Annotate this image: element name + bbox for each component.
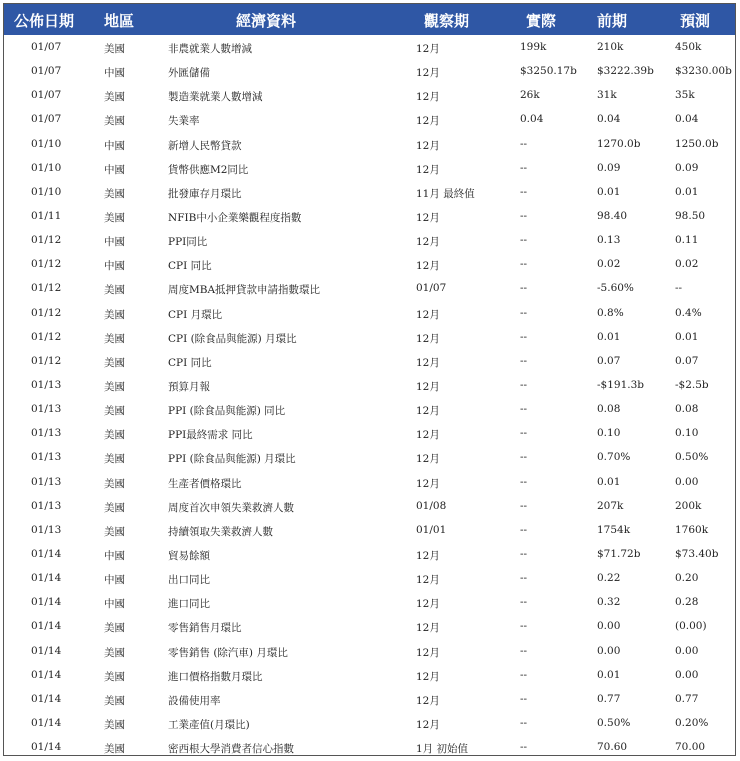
forecast-cell: 0.77 [675, 692, 699, 705]
actual-cell: -- [520, 547, 528, 560]
region-cell: 中國 [104, 163, 125, 176]
table-row [4, 107, 735, 131]
date-cell: 01/10 [31, 137, 62, 150]
previous-cell: 0.10 [597, 427, 621, 440]
header-forecast: 預測 [680, 12, 711, 30]
period-cell: 12月 [416, 477, 440, 490]
forecast-cell: 1250.0b [675, 137, 719, 150]
previous-cell: 1270.0b [597, 137, 641, 150]
date-cell: 01/11 [31, 209, 62, 222]
table-row [4, 156, 735, 180]
date-cell: 01/07 [31, 65, 62, 78]
table-row [4, 711, 735, 735]
actual-cell: $3250.17b [520, 65, 577, 78]
actual-cell: -- [520, 161, 528, 174]
date-cell: 01/12 [31, 234, 62, 247]
table-row [4, 494, 735, 518]
actual-cell: -- [520, 644, 528, 657]
indicator-cell: 外匯儲備 [168, 67, 210, 80]
actual-cell: -- [520, 475, 528, 488]
date-cell: 01/14 [31, 644, 62, 657]
date-cell: 01/10 [31, 185, 62, 198]
previous-cell: 0.77 [597, 692, 621, 705]
table-row [4, 276, 735, 300]
actual-cell: -- [520, 354, 528, 367]
table-row [4, 470, 735, 494]
table-row [4, 373, 735, 397]
actual-cell: -- [520, 523, 528, 536]
period-cell: 12月 [416, 115, 440, 128]
indicator-cell: 出口同比 [168, 574, 210, 587]
previous-cell: 0.50% [597, 716, 631, 729]
previous-cell: 0.01 [597, 330, 621, 343]
indicator-cell: 進口同比 [168, 598, 210, 611]
date-cell: 01/14 [31, 668, 62, 681]
forecast-cell: $73.40b [675, 547, 719, 560]
date-cell: 01/14 [31, 596, 62, 609]
region-cell: 美國 [104, 43, 125, 55]
indicator-cell: CPI (除食品與能源) 月環比 [168, 332, 297, 345]
actual-cell: -- [520, 668, 528, 681]
previous-cell: 0.00 [597, 644, 621, 657]
indicator-cell: 密西根大學消費者信心指數 [168, 743, 294, 756]
region-cell: 美國 [104, 694, 125, 707]
indicator-cell: 零售銷售 (除汽車) 月環比 [168, 646, 288, 659]
forecast-cell: 0.50% [675, 451, 709, 464]
forecast-cell: 1760k [675, 523, 709, 536]
table-row [4, 35, 735, 59]
table-row [4, 59, 735, 83]
forecast-cell: 200k [675, 499, 702, 512]
period-cell: 12月 [416, 574, 440, 587]
actual-cell: 0.04 [520, 113, 544, 126]
indicator-cell: NFIB中小企業樂觀程度指數 [168, 211, 302, 224]
table-row [4, 735, 735, 756]
previous-cell: 0.01 [597, 475, 621, 488]
indicator-cell: PPI (除食品與能源) 同比 [168, 405, 286, 418]
region-cell: 美國 [104, 718, 125, 731]
forecast-cell: 0.20% [675, 716, 709, 729]
actual-cell: -- [520, 620, 528, 633]
indicator-cell: CPI 同比 [168, 356, 212, 369]
region-cell: 美國 [104, 380, 125, 393]
region-cell: 美國 [104, 453, 125, 466]
actual-cell: -- [520, 427, 528, 440]
region-cell: 美國 [104, 91, 125, 104]
forecast-cell: $3230.00b [675, 65, 732, 78]
period-cell: 12月 [416, 139, 440, 152]
forecast-cell: 0.20 [675, 572, 699, 585]
region-cell: 中國 [104, 67, 125, 80]
period-cell: 12月 [416, 694, 440, 707]
date-cell: 01/14 [31, 716, 62, 729]
table-row [4, 204, 735, 228]
table-row [4, 614, 735, 638]
previous-cell: 0.04 [597, 113, 621, 126]
date-cell: 01/13 [31, 427, 62, 440]
period-cell: 12月 [416, 598, 440, 611]
forecast-cell: 0.11 [675, 234, 699, 247]
region-cell: 中國 [104, 549, 125, 562]
date-cell: 01/13 [31, 378, 62, 391]
table-row [4, 132, 735, 156]
previous-cell: $71.72b [597, 547, 641, 560]
table-row [4, 325, 735, 349]
previous-cell: 0.08 [597, 403, 621, 416]
forecast-cell: 0.00 [675, 644, 699, 657]
forecast-cell: 0.01 [675, 185, 699, 198]
actual-cell: -- [520, 572, 528, 585]
actual-cell: -- [520, 209, 528, 222]
previous-cell: 70.60 [597, 741, 628, 754]
date-cell: 01/13 [31, 475, 62, 488]
period-cell: 12月 [416, 211, 440, 224]
previous-cell: 31k [597, 89, 617, 102]
region-cell: 美國 [104, 477, 125, 490]
indicator-cell: 生產者價格環比 [168, 477, 242, 490]
indicator-cell: 預算月報 [168, 380, 210, 393]
date-cell: 01/13 [31, 523, 62, 536]
region-cell: 中國 [104, 236, 125, 249]
period-cell: 12月 [416, 429, 440, 442]
period-cell: 12月 [416, 380, 440, 393]
region-cell: 中國 [104, 598, 125, 611]
table-row [4, 566, 735, 590]
period-cell: 12月 [416, 356, 440, 369]
previous-cell: 210k [597, 41, 624, 53]
indicator-cell: 非農就業人數增減 [168, 43, 252, 55]
date-cell: 01/07 [31, 41, 62, 53]
header-period: 觀察期 [424, 12, 470, 30]
actual-cell: -- [520, 306, 528, 319]
indicator-cell: PPI同比 [168, 236, 208, 249]
previous-cell: 0.70% [597, 451, 631, 464]
date-cell: 01/14 [31, 572, 62, 585]
table-row [4, 590, 735, 614]
previous-cell: 0.22 [597, 572, 621, 585]
previous-cell: 0.07 [597, 354, 621, 367]
date-cell: 01/12 [31, 306, 62, 319]
region-cell: 美國 [104, 405, 125, 418]
period-cell: 11月 最終值 [416, 187, 475, 200]
forecast-cell: 0.08 [675, 403, 699, 416]
table-row [4, 349, 735, 373]
period-cell: 12月 [416, 646, 440, 659]
indicator-cell: 零售銷售月環比 [168, 622, 242, 635]
actual-cell: -- [520, 499, 528, 512]
period-cell: 12月 [416, 91, 440, 104]
forecast-cell: 0.01 [675, 330, 699, 343]
previous-cell: -5.60% [597, 282, 634, 295]
actual-cell: -- [520, 282, 528, 295]
table-row [4, 518, 735, 542]
forecast-cell: 0.09 [675, 161, 699, 174]
previous-cell: 0.02 [597, 258, 621, 271]
date-cell: 01/12 [31, 354, 62, 367]
date-cell: 01/13 [31, 499, 62, 512]
indicator-cell: CPI 同比 [168, 260, 212, 273]
period-cell: 12月 [416, 43, 440, 55]
period-cell: 01/08 [416, 499, 447, 512]
header-actual: 實際 [526, 12, 557, 30]
table-row [4, 180, 735, 204]
previous-cell: 0.01 [597, 668, 621, 681]
indicator-cell: 貨幣供應M2同比 [168, 163, 249, 176]
region-cell: 中國 [104, 139, 125, 152]
actual-cell: -- [520, 716, 528, 729]
actual-cell: 26k [520, 89, 540, 102]
date-cell: 01/13 [31, 451, 62, 464]
indicator-cell: 製造業就業人數增減 [168, 91, 263, 104]
indicator-cell: PPI最終需求 同比 [168, 429, 253, 442]
forecast-cell: 0.4% [675, 306, 702, 319]
previous-cell: 0.09 [597, 161, 621, 174]
region-cell: 美國 [104, 356, 125, 369]
period-cell: 12月 [416, 718, 440, 731]
forecast-cell: 0.02 [675, 258, 699, 271]
table-row [4, 421, 735, 445]
table-body [4, 35, 735, 756]
previous-cell: 0.00 [597, 620, 621, 633]
table-header [4, 4, 735, 35]
region-cell: 美國 [104, 115, 125, 128]
table-row [4, 301, 735, 325]
forecast-cell: 0.07 [675, 354, 699, 367]
region-cell: 美國 [104, 332, 125, 345]
period-cell: 01/07 [416, 282, 447, 295]
previous-cell: 0.01 [597, 185, 621, 198]
forecast-cell: 0.28 [675, 596, 699, 609]
period-cell: 12月 [416, 622, 440, 635]
period-cell: 12月 [416, 670, 440, 683]
period-cell: 12月 [416, 405, 440, 418]
previous-cell: -$191.3b [597, 378, 645, 391]
indicator-cell: 失業率 [168, 115, 200, 128]
date-cell: 01/12 [31, 258, 62, 271]
indicator-cell: CPI 月環比 [168, 308, 223, 321]
forecast-cell: 0.00 [675, 668, 699, 681]
region-cell: 美國 [104, 187, 125, 200]
indicator-cell: PPI (除食品與能源) 月環比 [168, 453, 296, 466]
actual-cell: -- [520, 378, 528, 391]
forecast-cell: 0.10 [675, 427, 699, 440]
region-cell: 美國 [104, 429, 125, 442]
table-row [4, 228, 735, 252]
previous-cell: $3222.39b [597, 65, 654, 78]
date-cell: 01/07 [31, 89, 62, 102]
actual-cell: 199k [520, 41, 547, 53]
actual-cell: -- [520, 596, 528, 609]
region-cell: 美國 [104, 622, 125, 635]
date-cell: 01/14 [31, 620, 62, 633]
period-cell: 12月 [416, 308, 440, 321]
region-cell: 美國 [104, 646, 125, 659]
period-cell: 12月 [416, 163, 440, 176]
forecast-cell: 450k [675, 41, 702, 53]
period-cell: 01/01 [416, 523, 447, 536]
forecast-cell: 0.04 [675, 113, 699, 126]
date-cell: 01/14 [31, 692, 62, 705]
period-cell: 12月 [416, 67, 440, 80]
region-cell: 美國 [104, 284, 125, 297]
header-release-date: 公佈日期 [14, 12, 75, 30]
indicator-cell: 進口價格指數月環比 [168, 670, 263, 683]
actual-cell: -- [520, 692, 528, 705]
indicator-cell: 周度MBA抵押貸款申請指數環比 [168, 284, 321, 297]
header-region: 地區 [104, 12, 135, 30]
actual-cell: -- [520, 234, 528, 247]
forecast-cell: 35k [675, 89, 695, 102]
actual-cell: -- [520, 258, 528, 271]
actual-cell: -- [520, 330, 528, 343]
region-cell: 美國 [104, 743, 125, 756]
header-previous: 前期 [597, 12, 628, 30]
actual-cell: -- [520, 403, 528, 416]
previous-cell: 98.40 [597, 209, 628, 222]
forecast-cell: -- [675, 282, 683, 295]
indicator-cell: 新增人民幣貸款 [168, 139, 242, 152]
previous-cell: 0.32 [597, 596, 621, 609]
date-cell: 01/12 [31, 282, 62, 295]
indicator-cell: 設備使用率 [168, 694, 221, 707]
date-cell: 01/14 [31, 547, 62, 560]
table-row [4, 663, 735, 687]
indicator-cell: 持續領取失業救濟人數 [168, 525, 273, 538]
period-cell: 12月 [416, 260, 440, 273]
period-cell: 1月 初始值 [416, 743, 469, 756]
table-row [4, 445, 735, 469]
actual-cell: -- [520, 137, 528, 150]
previous-cell: 207k [597, 499, 624, 512]
date-cell: 01/13 [31, 403, 62, 416]
forecast-cell: 98.50 [675, 209, 706, 222]
period-cell: 12月 [416, 236, 440, 249]
actual-cell: -- [520, 741, 528, 754]
region-cell: 中國 [104, 260, 125, 273]
date-cell: 01/12 [31, 330, 62, 343]
previous-cell: 1754k [597, 523, 631, 536]
date-cell: 01/14 [31, 741, 62, 754]
table-row [4, 397, 735, 421]
date-cell: 01/10 [31, 161, 62, 174]
indicator-cell: 貿易餘額 [168, 549, 210, 562]
previous-cell: 0.8% [597, 306, 624, 319]
forecast-cell: -$2.5b [675, 378, 709, 391]
table-row [4, 542, 735, 566]
forecast-cell: (0.00) [675, 620, 707, 633]
region-cell: 美國 [104, 308, 125, 321]
date-cell: 01/07 [31, 113, 62, 126]
table-row [4, 252, 735, 276]
indicator-cell: 工業產值(月環比) [168, 718, 250, 731]
actual-cell: -- [520, 451, 528, 464]
previous-cell: 0.13 [597, 234, 621, 247]
table-row [4, 83, 735, 107]
economic-calendar-table [3, 3, 736, 756]
region-cell: 美國 [104, 501, 125, 514]
forecast-cell: 70.00 [675, 741, 706, 754]
forecast-cell: 0.00 [675, 475, 699, 488]
period-cell: 12月 [416, 453, 440, 466]
region-cell: 中國 [104, 574, 125, 587]
table-row [4, 687, 735, 711]
indicator-cell: 周度首次申領失業救濟人數 [168, 501, 294, 514]
period-cell: 12月 [416, 549, 440, 562]
period-cell: 12月 [416, 332, 440, 345]
table-row [4, 639, 735, 663]
indicator-cell: 批發庫存月環比 [168, 187, 242, 200]
header-indicator: 經濟資料 [236, 12, 297, 30]
region-cell: 美國 [104, 670, 125, 683]
actual-cell: -- [520, 185, 528, 198]
region-cell: 美國 [104, 525, 125, 538]
region-cell: 美國 [104, 211, 125, 224]
